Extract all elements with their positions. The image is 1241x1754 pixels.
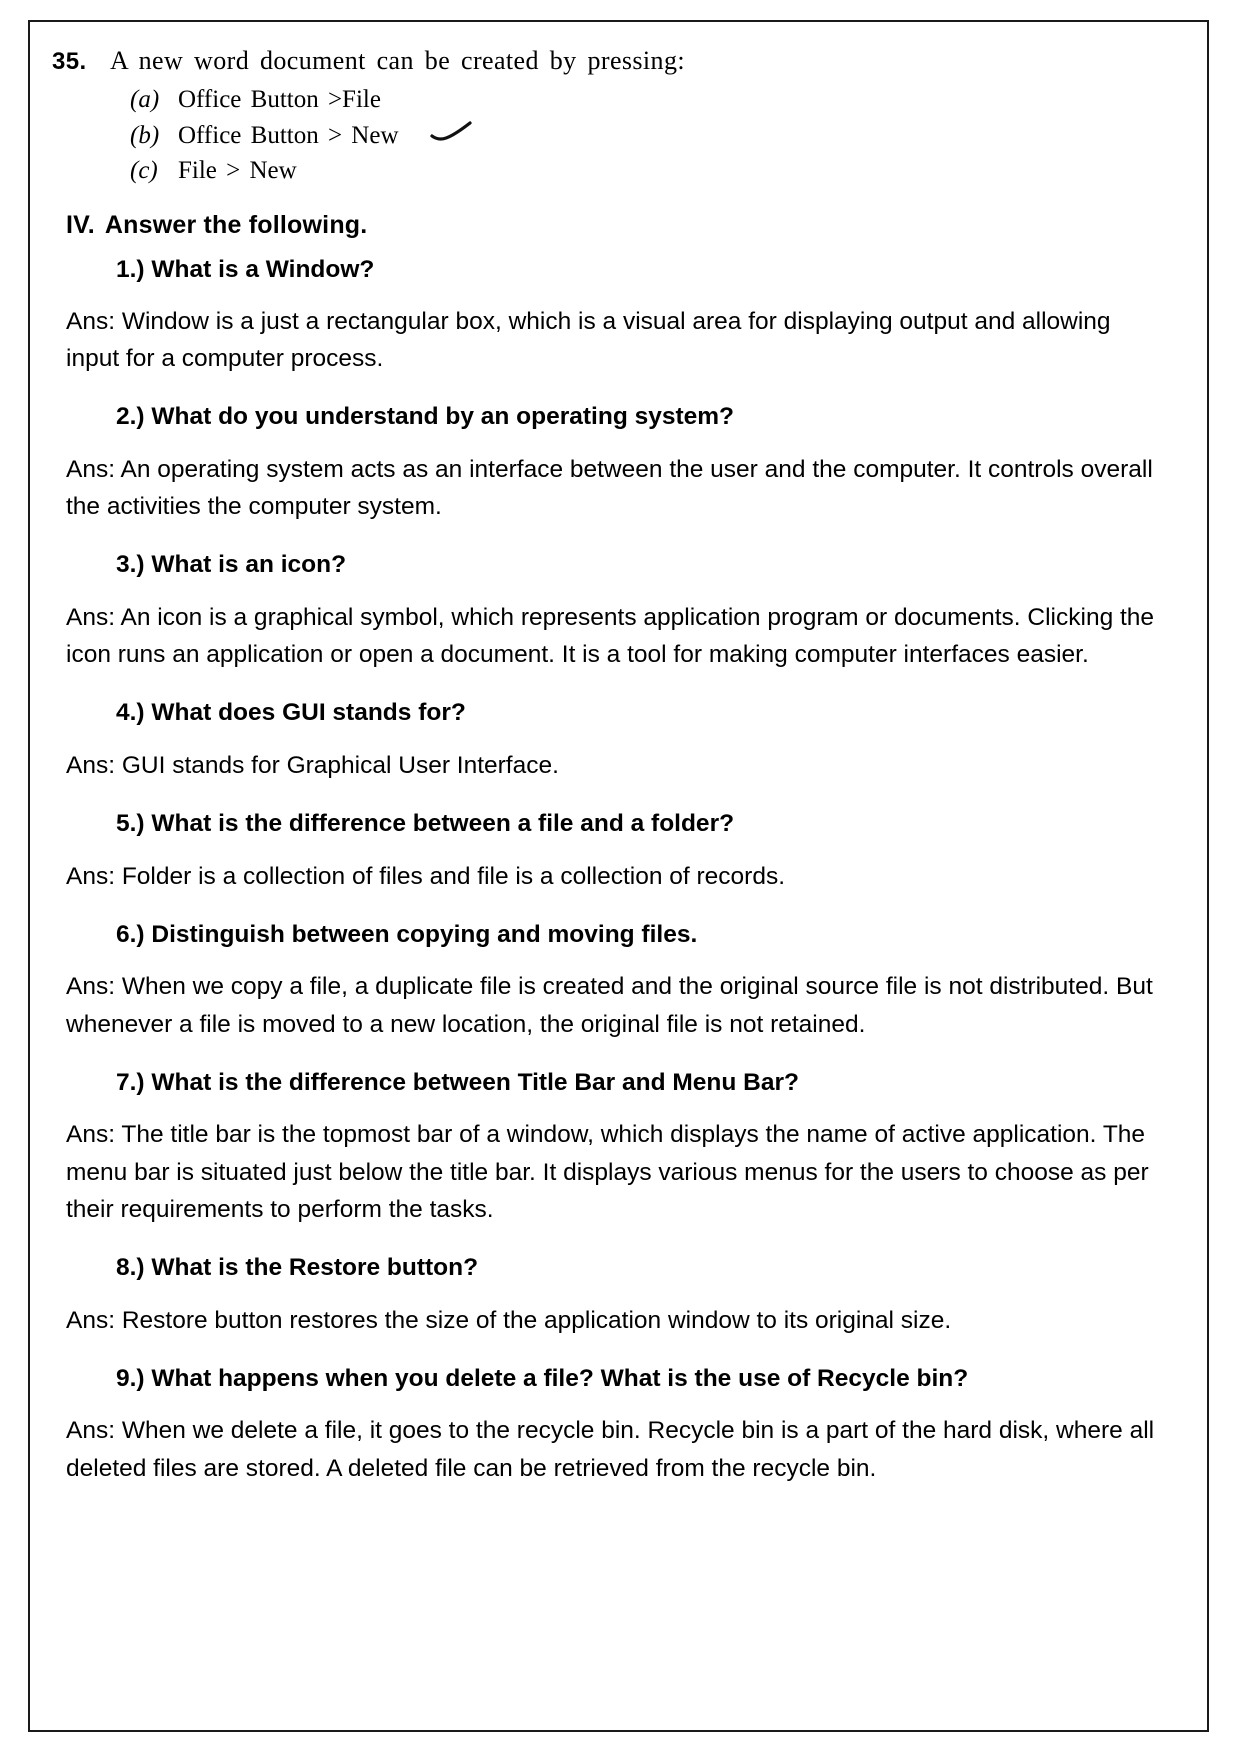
qa-item-6 <box>52 917 1179 1043</box>
mcq-option-label: (a) <box>130 86 160 113</box>
mcq-option-text: Office Button > New <box>178 121 399 149</box>
mcq-question-row <box>52 46 1179 76</box>
qa-answer: Ans: Restore button restores the size of the application window to its original size. <box>66 1306 952 1334</box>
page-content <box>30 22 1207 1487</box>
mcq-block <box>52 46 1179 189</box>
qa-question: 1.) What is a Window? <box>116 255 375 283</box>
qa-answer: Ans: When we delete a file, it goes to the recycle bin. Recycle bin is a part of the hard disk, where all deleted files are stored. A deleted file can be retrieved from the recycle bin. <box>66 1417 1155 1482</box>
check-mark-icon <box>430 120 474 146</box>
mcq-option-label: (c) <box>130 157 158 184</box>
qa-answer: Ans: An operating system acts as an interface between the user and the computer. It controls overall the activities the computer system. <box>66 456 1153 521</box>
qa-question: 4.) What does GUI stands for? <box>116 699 466 727</box>
qa-item-9 <box>52 1361 1179 1487</box>
mcq-option-text: File > New <box>178 157 297 184</box>
mcq-option-c <box>130 153 1179 189</box>
qa-question: 2.) What do you understand by an operating system? <box>116 403 735 431</box>
qa-question: 7.) What is the difference between Title Bar and Menu Bar? <box>116 1068 799 1096</box>
document-page <box>28 20 1209 1732</box>
qa-item-2 <box>52 399 1179 525</box>
mcq-option-b <box>130 118 1179 154</box>
qa-item-8 <box>52 1250 1179 1339</box>
mcq-number: 35. <box>52 48 87 75</box>
qa-question: 8.) What is the Restore button? <box>116 1254 479 1282</box>
qa-item-5 <box>52 806 1179 895</box>
mcq-options-list <box>52 82 1179 189</box>
qa-question: 6.) Distinguish between copying and moving files. <box>116 920 698 948</box>
mcq-option-label: (b) <box>130 121 160 149</box>
qa-answer: Ans: The title bar is the topmost bar of a window, which displays the name of active application. The menu bar is situated just below the title bar. It displays various menus for the users to choose as per their requirements to perform the tasks. <box>66 1121 1149 1223</box>
qa-answer: Ans: GUI stands for Graphical User Interface. <box>66 751 559 779</box>
mcq-option-text: Office Button >File <box>178 86 381 113</box>
qa-question: 9.) What happens when you delete a file? What is the use of Recycle bin? <box>116 1364 969 1392</box>
qa-item-4 <box>52 695 1179 784</box>
mcq-question-text: A new word document can be created by pressing: <box>110 46 685 75</box>
qa-item-7 <box>52 1065 1179 1228</box>
section-title: Answer the following. <box>104 210 368 239</box>
qa-answer: Ans: Folder is a collection of files and file is a collection of records. <box>66 862 786 890</box>
mcq-option-a <box>130 82 1179 118</box>
qa-question: 3.) What is an icon? <box>116 551 347 579</box>
qa-question: 5.) What is the difference between a file and a folder? <box>116 810 735 838</box>
qa-item-1 <box>52 252 1179 378</box>
section-numeral: IV. <box>66 210 95 239</box>
qa-answer: Ans: When we copy a file, a duplicate file is created and the original source file is not distributed. But whenever a file is moved to a new location, the original file is not retained. <box>66 973 1153 1038</box>
qa-item-3 <box>52 547 1179 673</box>
qa-answer: Ans: Window is a just a rectangular box, which is a visual area for displaying output and allowing input for a computer process. <box>66 308 1111 373</box>
qa-answer: Ans: An icon is a graphical symbol, which represents application program or documents. Clicking the icon runs an application or open a document. It is a tool for making computer interfaces easier. <box>66 603 1155 669</box>
section-heading <box>66 211 1179 240</box>
